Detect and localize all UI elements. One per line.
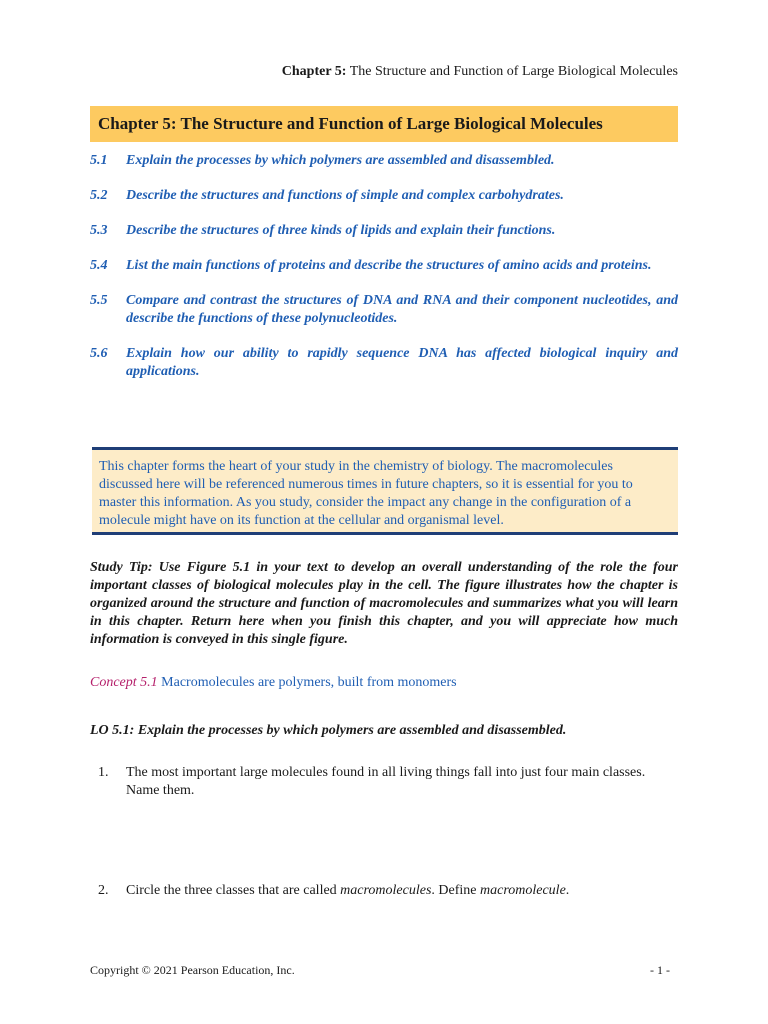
question-text-after: . xyxy=(565,883,570,898)
concept-title: Macromolecules are polymers, built from monomers xyxy=(161,675,457,690)
concept-heading xyxy=(90,674,457,692)
chapter-title-banner: Chapter 5: The Structure and Function of Large Biological Molecules xyxy=(90,106,678,142)
question-item xyxy=(90,764,650,800)
running-header-chapter-title: The Structure and Function of Large Biological Molecules xyxy=(349,64,678,79)
study-tip: Study Tip: Use Figure 5.1 in your text to develop an overall understanding of the role the four important classes of biological molecules play in the cell. The figure illustrates how the chapter is organized around the structure and function of macromolecules and summarizes what you will learn in this chapter. Return here when you finish this chapter, and you will appreciate how much information is conveyed in this single figure. xyxy=(90,560,678,647)
objective-text: Describe the structures of three kinds of lipids and explain their functions. xyxy=(126,223,556,238)
question-text: The most important large molecules found in all living things fall into just four main classes. Name them. xyxy=(126,765,646,798)
question-number: 2. xyxy=(98,883,109,898)
objective-number: 5.4 xyxy=(90,258,108,273)
learning-objective-heading: LO 5.1: Explain the processes by which polymers are assembled and disassembled. xyxy=(90,723,567,738)
objective-item xyxy=(90,152,678,170)
objective-item xyxy=(90,292,678,328)
objective-item xyxy=(90,257,678,275)
question-text-before: Circle the three classes that are called xyxy=(126,883,341,898)
running-header-chapter-label: Chapter 5: xyxy=(281,64,347,79)
document-page xyxy=(90,0,678,1024)
objective-number: 5.1 xyxy=(90,153,108,168)
objective-text: Explain how our ability to rapidly sequence DNA has affected biological inquiry and applications. xyxy=(126,346,678,379)
objective-item xyxy=(90,222,678,240)
concept-label: Concept 5.1 xyxy=(90,675,158,690)
question-emphasis: macromolecule xyxy=(480,883,566,898)
question-number: 1. xyxy=(98,765,109,780)
running-header xyxy=(282,64,678,80)
objective-text: List the main functions of proteins and describe the structures of amino acids and proteins. xyxy=(126,258,652,273)
objective-text: Explain the processes by which polymers are assembled and disassembled. xyxy=(126,153,555,168)
objective-number: 5.5 xyxy=(90,293,108,308)
chapter-intro-box: This chapter forms the heart of your study in the chemistry of biology. The macromolecules discussed here will be referenced numerous times in future chapters, so it is essential for you to master this information. As you study, consider the impact any change in the configuration of a molecule might have on its function at the cellular and organismal level. xyxy=(92,447,678,535)
question-item xyxy=(90,882,650,900)
objective-item xyxy=(90,187,678,205)
learning-objectives-list xyxy=(90,152,678,398)
objective-number: 5.3 xyxy=(90,223,108,238)
page-footer xyxy=(90,962,678,978)
objective-item xyxy=(90,345,678,381)
copyright-notice: Copyright © 2021 Pearson Education, Inc. xyxy=(90,963,295,977)
objective-number: 5.6 xyxy=(90,346,108,361)
objective-number: 5.2 xyxy=(90,188,108,203)
page-number: - 1 - xyxy=(650,963,670,977)
objective-text: Describe the structures and functions of simple and complex carbohydrates. xyxy=(126,188,564,203)
objective-text: Compare and contrast the structures of DNA and RNA and their component nucleotides, and describe the functions of these polynucleotides. xyxy=(126,293,678,326)
question-emphasis: macromolecules xyxy=(340,883,432,898)
question-text-mid: . Define xyxy=(431,883,480,898)
